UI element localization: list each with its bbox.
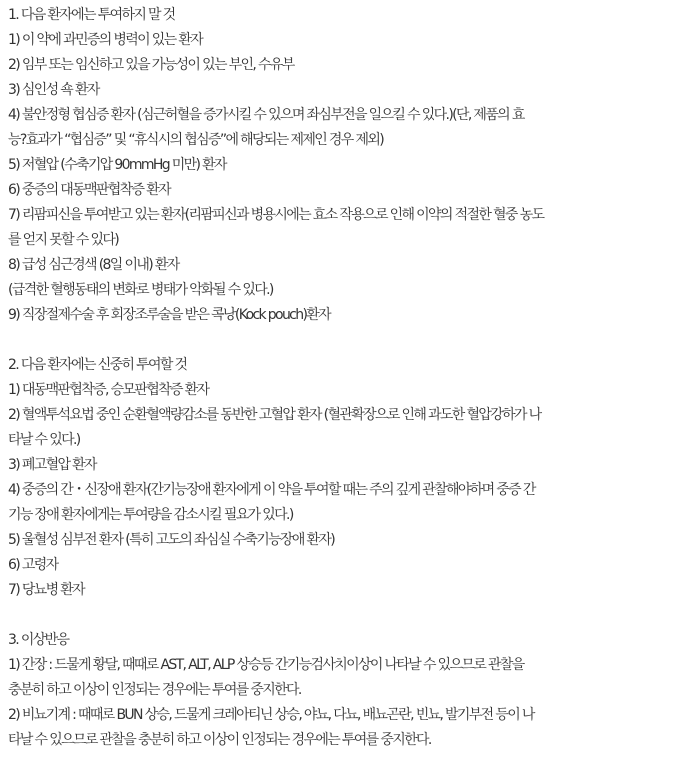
text-line: 7) 리팜피신을 투여받고 있는 환자(리팜피신과 병용시에는 효소 작용으로 인해 이약의 적절한 혈중 농도 [8, 207, 544, 223]
text-line: (급격한 혈행동태의 변화로 병태가 악화될 수 있다.) [8, 282, 273, 298]
text-line: 3) 폐고혈압 환자 [8, 457, 96, 473]
section-heading: 3. 이상반응 [8, 632, 69, 648]
section-contraindications [8, 3, 670, 328]
text-line: 2) 임부 또는 임신하고 있을 가능성이 있는 부인, 수유부 [8, 57, 294, 73]
text-line: 타날 수 있으므로 관찰을 충분히 하고 이상이 인정되는 경우에는 투여를 중지한다. [8, 732, 431, 748]
text-line: 7) 당뇨병 환자 [8, 582, 85, 598]
text-line: 4) 중증의 간・신장애 환자(간기능장애 환자에게 이 약을 투여할 때는 주의 깊게 관찰해야하며 중증 간 [8, 482, 535, 498]
text-line: 5) 울혈성 심부전 환자 (특히 고도의 좌심실 수축기능장애 환자) [8, 532, 335, 548]
text-line: 능?효과가 “협심증” 및 “휴식시의 협심증”에 해당되는 제제인 경우 제외) [8, 132, 384, 148]
section-spacer [8, 603, 670, 628]
text-line: 4) 불안정형 협심증 환자 (심근허혈을 증가시킬 수 있으며 좌심부전을 일으킬 수 있다.)(단, 제품의 효 [8, 107, 524, 123]
text-line: 1) 이 약에 과민증의 병력이 있는 환자 [8, 32, 203, 48]
text-line: 1) 간장 : 드물게 황달, 때때로 AST, ALT, ALP 상승등 간기능검사치이상이 나타날 수 있으므로 관찰을 [8, 657, 524, 673]
text-line: 충분히 하고 이상이 인정되는 경우에는 투여를 중지한다. [8, 682, 301, 698]
text-line: 5) 저혈압 (수축기압 90mmHg 미만) 환자 [8, 157, 226, 173]
section-precautions [8, 353, 670, 603]
text-line: 타날 수 있다.) [8, 432, 80, 448]
document-body [8, 3, 670, 753]
text-line: 2) 비뇨기계 : 때때로 BUN 상승, 드물게 크레아티닌 상승, 야뇨, 다뇨, 배뇨곤란, 빈뇨, 발기부전 등이 나 [8, 707, 534, 723]
text-line: 6) 중증의 대동맥판협착증 환자 [8, 182, 170, 198]
section-heading: 2. 다음 환자에는 신중히 투여할 것 [8, 357, 187, 373]
text-line: 8) 급성 심근경색 (8일 이내) 환자 [8, 257, 179, 273]
text-line: 9) 직장절제수술 후 회장조루술을 받은 콕낭(Kock pouch)환자 [8, 307, 330, 323]
section-adverse-reactions [8, 628, 670, 753]
section-spacer [8, 328, 670, 353]
text-line: 를 얻지 못할 수 있다) [8, 232, 119, 248]
text-line: 3) 심인성 쇽 환자 [8, 82, 99, 98]
text-line: 1) 대동맥판협착증, 승모판협착증 환자 [8, 382, 209, 398]
text-line: 2) 혈액투석요법 중인 순환혈액량감소를 동반한 고혈압 환자 (혈관확장으로 인해 과도한 혈압강하가 나 [8, 407, 541, 423]
text-line: 6) 고령자 [8, 557, 58, 573]
section-heading: 1. 다음 환자에는 투여하지 말 것 [8, 7, 175, 23]
text-line: 기능 장애 환자에게는 투여량을 감소시킬 필요가 있다.) [8, 507, 293, 523]
